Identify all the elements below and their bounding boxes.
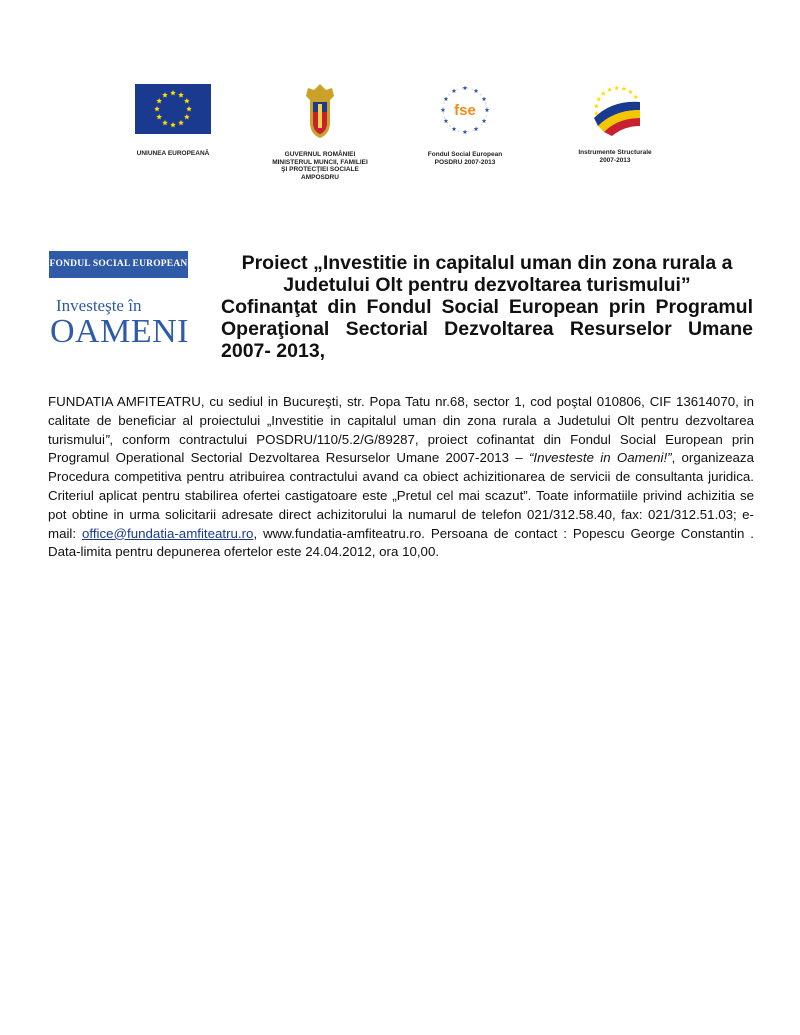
program-slogan: “Investeste in Oameni!” — [528, 450, 672, 466]
structural-instruments-logo — [555, 80, 675, 164]
project-title-line-2: Cofinanţat din Fondul Social European prin Programul Operaţional Sectorial Dezvoltarea Resurselor Umane 2007- 2013, — [221, 296, 753, 362]
structural-star-icon — [628, 89, 633, 94]
fse-star-icon — [444, 119, 449, 123]
structural-star-icon — [594, 104, 599, 109]
government-caption: GUVERNUL ROMÂNIEI MINISTERUL MUNCII, FAMILIEI ŞI PROTECŢIEI SOCIALE AMPOSDRU — [272, 151, 368, 181]
fse-star-icon — [482, 97, 487, 101]
email-link[interactable]: office@fundatia-amfiteatru.ro — [82, 525, 254, 541]
fse-banner: FONDUL SOCIAL EUROPEAN — [49, 251, 188, 278]
fse-mark-text: fse — [454, 102, 476, 119]
fse-mark-icon — [435, 82, 495, 138]
fse-star-icon — [441, 108, 446, 112]
project-title-line-1: Proiect „Investitie in capitalul uman din zona rurala a Judetului Olt pentru dezvoltarea turismului” — [241, 252, 733, 296]
paragraph-text-1: , cu sediul in Bucureşti, str. Popa Tatu nr.68, sector 1, cod poştal 010806, CIF 13614070, in calitate de beneficiar al proiectului „Investitie in capitalul uman din zona rurala a Judetului Olt pentru dezvoltarea turismului — [48, 394, 754, 447]
paragraph-text-2: , conform contractului POSDRU/110/5.2/G/89287, proiect cofinantat din Fondul Social European prin Programul Operational Sectorial Dezvoltarea Resurselor Umane 2007-2013 – — [48, 431, 754, 466]
eu-star-icon — [156, 98, 162, 103]
logo-strip — [0, 80, 800, 190]
structural-star-icon — [622, 86, 627, 91]
eu-logo — [118, 80, 228, 158]
slogan-line-2: OAMENI — [50, 313, 189, 350]
eu-star-icon — [170, 122, 176, 127]
eu-caption: UNIUNEA EUROPEANĂ — [136, 150, 210, 157]
eu-star-icon — [178, 120, 184, 125]
fse-star-icon — [452, 89, 457, 93]
coat-of-arms-icon — [300, 82, 340, 140]
structural-instruments-caption: Instrumente Structurale 2007-2013 — [578, 149, 652, 164]
eu-flag-icon — [135, 84, 211, 134]
fse-caption: Fondul Social European POSDRU 2007-2013 — [427, 151, 503, 166]
fse-star-icon — [474, 127, 479, 131]
fse-star-icon — [463, 130, 468, 134]
paragraph-text-4: , www.fundatia-amfiteatru.ro. Persoana de contact : Popescu George Constantin . Data-limita pentru depunerea ofertelor este 24.04.2012, ora 10,00. — [48, 525, 754, 560]
structural-star-icon — [614, 85, 619, 90]
paragraph-text-3: , organizeaza Procedura competitiva pentru atribuirea contractului avand ca obiect achizitionarea de servicii de consultanta juridica. Criteriul aplicat pentru stabilirea ofertei castigatoare este „Pretul cel mai scazut”. Toate informatiile privind achizitia se pot obtine in urma solicitarii adresate direct achizitorului la numarul de telefon 021/312.58.40, fax: 021/312.51.03; e-mail: — [48, 450, 754, 541]
project-title — [221, 252, 753, 362]
fse-star-icon — [444, 97, 449, 101]
fse-logo — [410, 80, 520, 166]
structural-star-icon — [607, 87, 612, 92]
fse-star-icon — [452, 127, 457, 131]
eu-star-icon — [178, 92, 184, 97]
paragraph-quote-mark: ” — [104, 431, 110, 447]
eu-star-icon — [170, 90, 176, 95]
slogan-line-1: Investeşte în — [56, 296, 142, 315]
eu-star-icon — [162, 120, 168, 125]
romanian-government-logo — [258, 80, 382, 181]
eu-star-icon — [156, 114, 162, 119]
eu-star-icon — [162, 92, 168, 97]
fse-star-icon — [463, 86, 468, 90]
organization-name: FUNDATIA AMFITEATRU — [48, 394, 201, 409]
eu-star-icon — [154, 106, 160, 111]
structural-star-icon — [633, 94, 638, 99]
structural-star-icon — [596, 97, 601, 102]
eu-star-icon — [184, 114, 190, 119]
eu-star-icon — [184, 98, 190, 103]
eu-star-icon — [186, 106, 192, 111]
structural-star-icon — [601, 91, 606, 96]
fse-star-icon — [482, 119, 487, 123]
structural-instruments-icon — [584, 80, 646, 138]
announcement-paragraph — [48, 393, 754, 562]
